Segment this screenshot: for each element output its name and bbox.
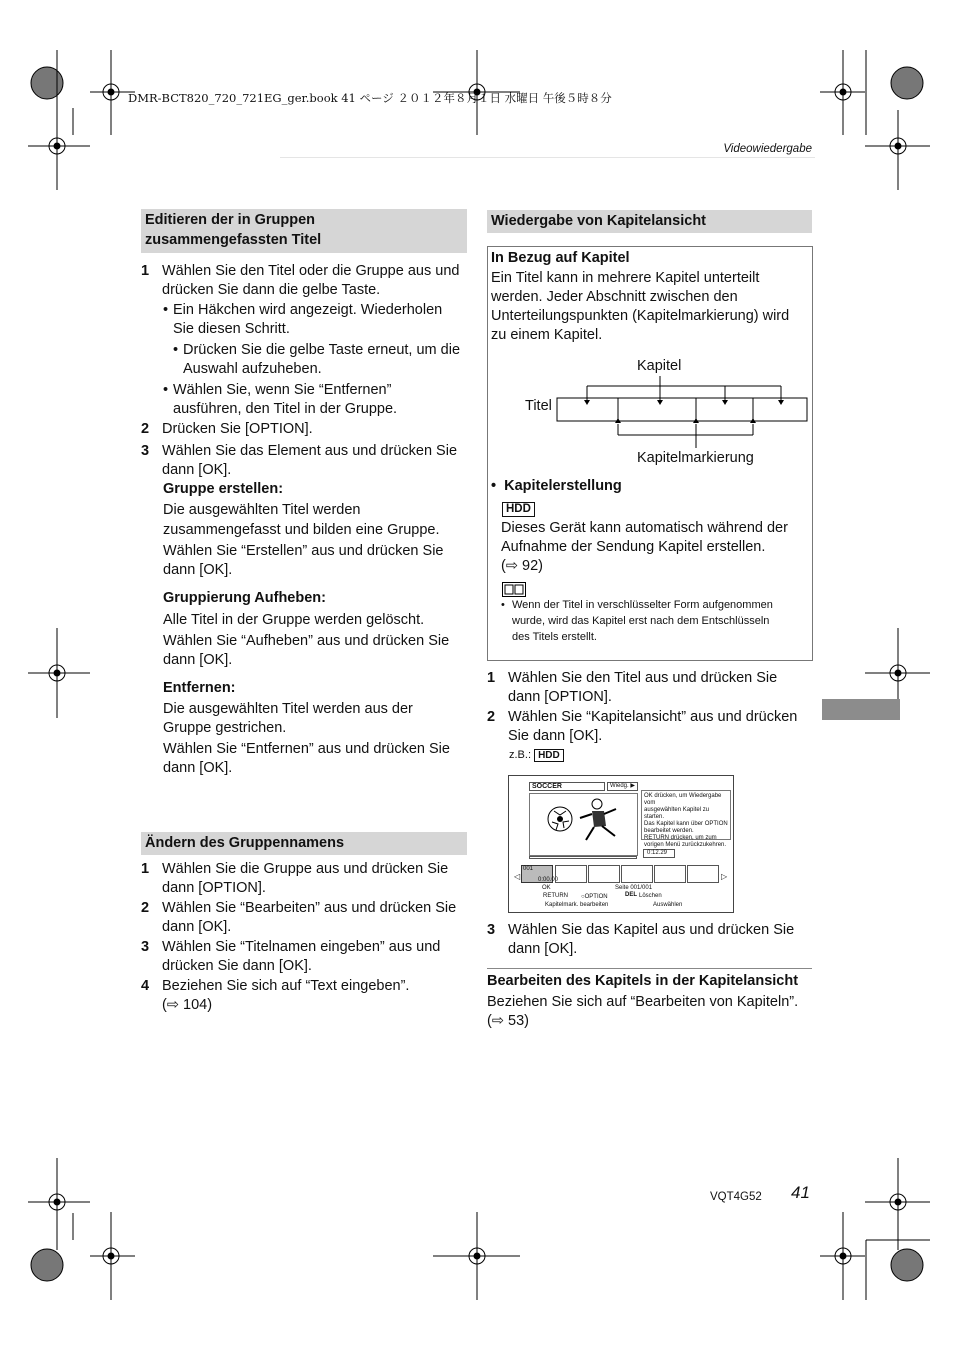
diagram-titel-label: Titel bbox=[525, 398, 552, 414]
chapter-thumb[interactable] bbox=[621, 865, 653, 883]
note-book-icon bbox=[502, 582, 526, 597]
screen-title: SOCCER bbox=[529, 782, 605, 791]
ungroup-block: Gruppierung Aufheben: Alle Titel in der Gruppe werden gelöscht. Wählen Sie “Aufheben” aus und drücken Sie dann [OK]. bbox=[163, 590, 450, 668]
screen-footer-legend: OK RETURN ○OPTION Seite 001/001 DEL Löschen Kapitelmark. bearbeiten Auswählen bbox=[542, 885, 683, 908]
screen-left-arrow[interactable]: ◁ bbox=[514, 872, 521, 881]
rename-heading: Ändern des Gruppennamens bbox=[141, 832, 467, 855]
hdd-badge: HDD bbox=[502, 499, 535, 518]
screen-right-arrow[interactable]: ▷ bbox=[721, 872, 728, 881]
group-edit-heading: Editieren der in Gruppen zusammengefassten Titel bbox=[141, 209, 467, 253]
diagram-marker-label: Kapitelmarkierung bbox=[637, 450, 754, 466]
remove-block: Entfernen: Die ausgewählten Titel werden aus der Gruppe gestrichen. Wählen Sie “Entfernen” aus und drücken Sie dann [OK]. bbox=[163, 680, 450, 776]
example-label: z.B.: HDD bbox=[509, 746, 564, 765]
soccer-player-image bbox=[530, 794, 637, 855]
chapter-creation-title: • Kapitelerstellung bbox=[491, 478, 622, 494]
side-tab bbox=[822, 699, 900, 720]
chapter-thumb-selected[interactable]: 001 0:00.00 bbox=[523, 866, 559, 883]
screen-info-panel: OK drücken, um Wiedergabe vom ausgewählten Kapitel zu starten. Das Kapitel kann über OPTION bearbeitet werden. RETURN drücken, um zum vorigen Menü zurückzukehren. bbox=[641, 790, 731, 840]
encryption-note: • Wenn der Titel in verschlüsselter Form aufgenommen wurde, wird das Kapitel erst nach dem Entschlüsseln des Titels erstellt. bbox=[501, 599, 773, 643]
edit-chapter-text: Beziehen Sie sich auf “Bearbeiten von Kapiteln”. (⇨ 53) bbox=[487, 994, 799, 1029]
edit-chapter-heading: Bearbeiten des Kapitels in der Kapitelansicht bbox=[487, 973, 799, 989]
chapter-view-screenshot bbox=[508, 775, 734, 913]
page-number: 41 bbox=[791, 1183, 810, 1202]
chapter-view-heading: Wiedergabe von Kapitelansicht bbox=[487, 210, 812, 233]
chapter-thumb[interactable] bbox=[588, 865, 620, 883]
screen-play-label: Wiedg. ▶ bbox=[607, 782, 638, 791]
section-label: Videowiedergabe bbox=[723, 143, 812, 155]
edit-chapter-rule bbox=[487, 968, 812, 969]
print-header: DMR-BCT820_720_721EG_ger.book 41 ページ ２０１２年８月１日 水曜日 午後５時８分 bbox=[128, 91, 612, 105]
create-group-block: Gruppe erstellen: Die ausgewählten Titel werden zusammengefasst und bilden eine Gruppe. Wählen Sie “Erstellen” aus und drücken Sie dann [OK]. bbox=[163, 481, 444, 578]
diagram-kapitel-label: Kapitel bbox=[637, 358, 682, 374]
chapter-creation-text: Dieses Gerät kann automatisch während der Aufnahme der Sendung Kapitel erstellen. (⇨ 92) bbox=[501, 520, 788, 574]
screen-preview bbox=[529, 793, 638, 856]
screen-time: 0:12.29 bbox=[643, 849, 675, 858]
chapter-info-text: In Bezug auf Kapitel Ein Titel kann in mehrere Kapitel unterteilt werden. Jeder Abschnitt zwischen den Unterteilungspunkten (Kapitelmarkierung) wird zu einem Kapitel. bbox=[491, 250, 790, 343]
chapter-thumb[interactable] bbox=[555, 865, 587, 883]
chapter-thumb[interactable] bbox=[654, 865, 686, 883]
chapter-thumb[interactable] bbox=[687, 865, 719, 883]
screen-progress bbox=[529, 856, 637, 859]
document-code: VQT4G52 bbox=[710, 1191, 762, 1203]
chapter-diagram bbox=[550, 376, 812, 448]
